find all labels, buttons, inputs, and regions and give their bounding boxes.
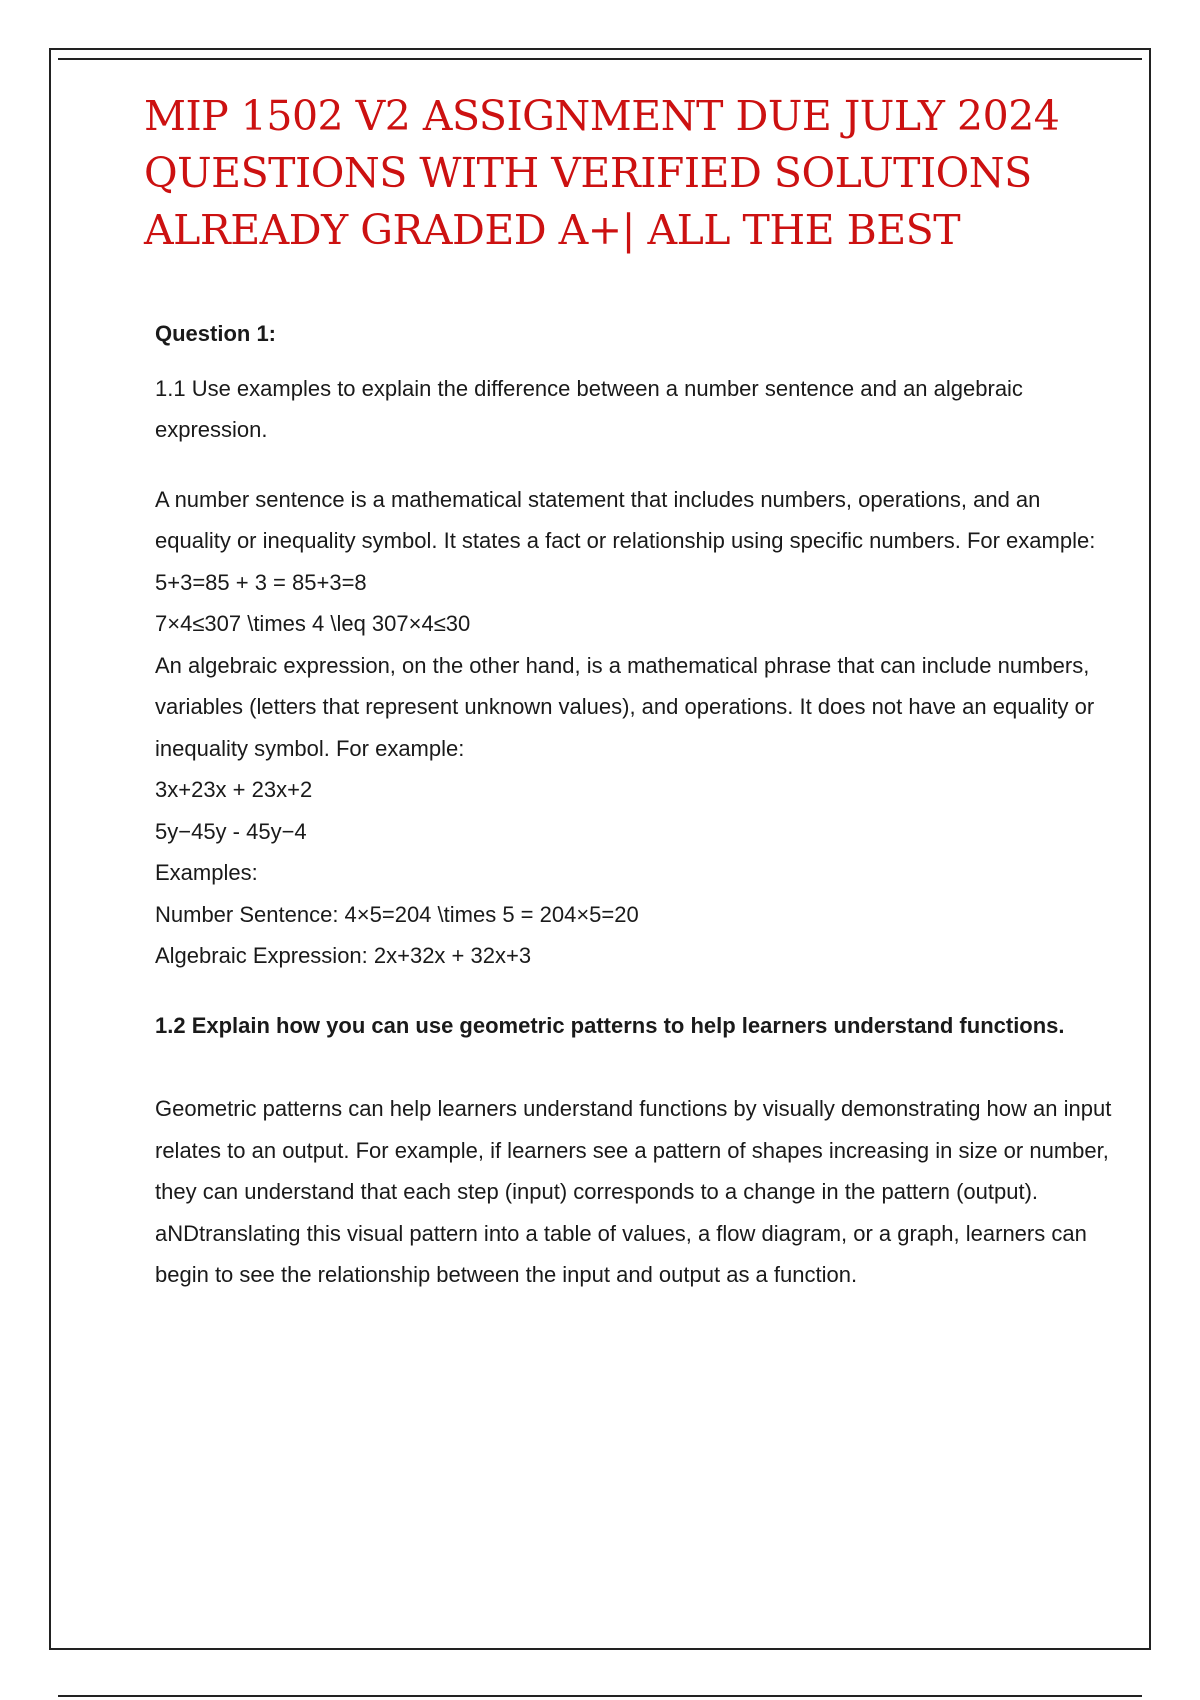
question-1-2-prompt: 1.2 Explain how you can use geometric patterns to help learners understand functions. [155,1012,1065,1038]
document-body [155,313,1115,1296]
number-sentence-example-1: 5+3=85 + 3 = 85+3=8 [155,569,367,595]
number-sentence-example: Number Sentence: 4×5=204 \times 5 = 204×5=20 [155,901,639,927]
algebraic-expression-example: Algebraic Expression: 2x+32x + 32x+3 [155,943,532,968]
document-title [144,88,1074,259]
examples-label: Examples: [155,860,258,885]
title-line-1: MIP 1502 V2 ASSIGNMENT DUE JULY 2024 [144,92,1060,140]
answer-intro-paragraph: A number sentence is a mathematical statement that includes numbers, operations, and an equality or inequality symbol. It states a fact or relationship using specific numbers. For example: [155,486,1096,553]
algebraic-expression-paragraph: An algebraic expression, on the other hand, is a mathematical phrase that can include numbers, variables (letters that represent unknown values), and operations. It does not have an equality or inequality symbol. For example: [155,652,1095,761]
algebraic-example-2: 5y−45y - 45y−4 [155,818,307,844]
bottom-rule [58,1695,1142,1697]
top-rule [58,58,1142,60]
question-1-2-answer: Geometric patterns can help learners understand functions by visually demonstrating how an input relates to an output. For example, if learners see a pattern of shapes increasing in size or number, they can understand that each step (input) corresponds to a change in the pattern (output). aNDtranslating this visual pattern into a table of values, a flow diagram, or a graph, learners can begin to see the relationship between the input and output as a function. [155,1096,1112,1287]
algebraic-example-1: 3x+23x + 23x+2 [155,777,313,802]
title-line-3: ALREADY GRADED A+| ALL THE BEST [144,206,961,254]
number-sentence-example-2: 7×4≤307 \times 4 \leq 307×4≤30 [155,611,471,636]
question-1-1-prompt: 1.1 Use examples to explain the difference between a number sentence and an algebraic expression. [155,375,1023,442]
question-heading: Question 1: [155,321,277,346]
title-line-2: QUESTIONS WITH VERIFIED SOLUTIONS [144,149,1032,197]
